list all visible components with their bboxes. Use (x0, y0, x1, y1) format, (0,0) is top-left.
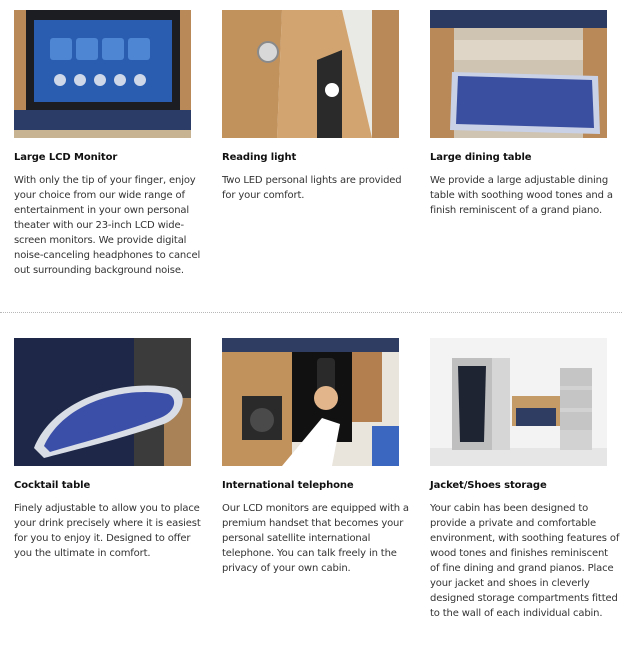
feature-description: With only the tip of your finger, enjoy your choice from our wide range of entertainment in your own personal theater with our 23-inch LCD wide-screen monitors. We provide digital noise-canceling headphones to cancel out surrounding background noise. (14, 175, 201, 276)
feature-title: Large LCD Monitor (14, 152, 118, 163)
feature-title: Reading light (222, 152, 297, 163)
reading-light-photo (222, 10, 399, 138)
telephone-photo (222, 338, 399, 466)
feature-description: Two LED personal lights are provided for your comfort. (222, 175, 402, 201)
feature-description: Our LCD monitors are equipped with a premium handset that becomes your personal satellite international telephone. You can talk freely in the privacy of your own cabin. (222, 503, 409, 574)
feature-description: Finely adjustable to allow you to place your drink precisely where it is easiest for you to enjoy it. Designed to offer you the ultimate in comfort. (14, 503, 201, 559)
section-divider (0, 312, 622, 313)
storage-photo (430, 338, 607, 466)
feature-title: Jacket/Shoes storage (430, 480, 547, 491)
feature-title: Cocktail table (14, 480, 91, 491)
lcd-monitor-photo (14, 10, 191, 138)
feature-title: International telephone (222, 480, 354, 491)
feature-description: Your cabin has been designed to provide a private and comfortable environment, with soothing features of wood tones and finishes reminiscent of fine dining and grand pianos. Place your jacket and shoes in cleverly designed storage compartments fitted to the wall of each individual cabin. (430, 503, 620, 619)
cocktail-table-photo (14, 338, 191, 466)
dining-table-photo (430, 10, 607, 138)
feature-description: We provide a large adjustable dining table with soothing wood tones and a finish reminiscent of a grand piano. (430, 175, 613, 216)
feature-title: Large dining table (430, 152, 532, 163)
